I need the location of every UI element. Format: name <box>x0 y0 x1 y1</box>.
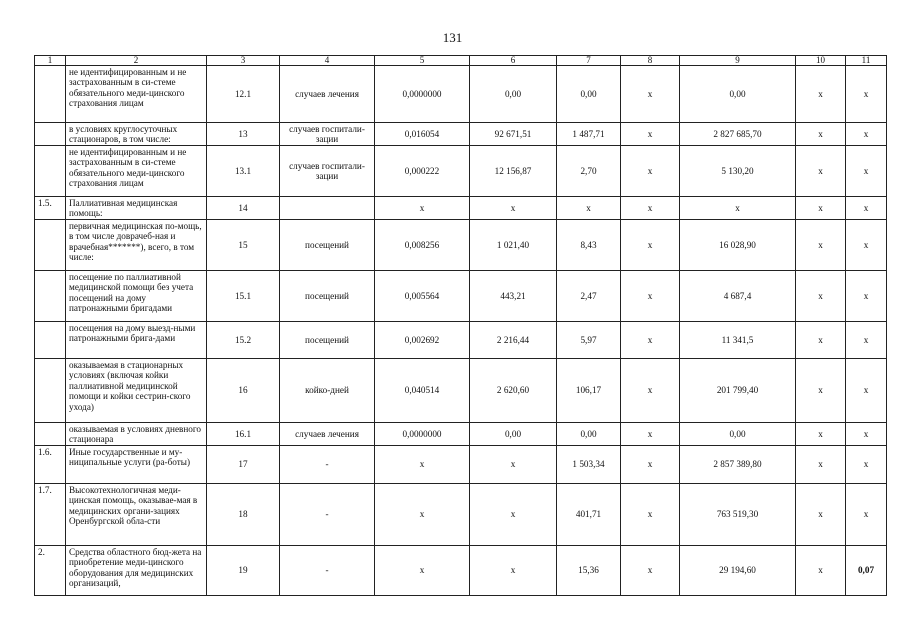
table-row <box>35 322 887 359</box>
cell-col-5: 0,002692 <box>375 322 470 359</box>
table-row <box>35 359 887 423</box>
cell-col-1: 1.7. <box>35 484 66 546</box>
cell-col-4: случаев госпитали-зации <box>280 123 375 146</box>
table-row <box>35 423 887 446</box>
cell-col-10: х <box>796 220 846 271</box>
cell-col-4: посещений <box>280 220 375 271</box>
column-number-5: 5 <box>375 56 470 66</box>
table-row <box>35 446 887 484</box>
cell-col-1: 2. <box>35 546 66 596</box>
cell-col-10: х <box>796 197 846 220</box>
cell-col-1 <box>35 423 66 446</box>
cell-col-7: 15,36 <box>557 546 621 596</box>
cell-col-11: х <box>846 423 887 446</box>
cell-col-6: 2 620,60 <box>470 359 557 423</box>
cell-col-6: 1 021,40 <box>470 220 557 271</box>
cell-col-2: посещение по паллиативной медицинской помощи без учета посещений на дому патронажными бригадами <box>66 271 207 322</box>
cell-col-5: 0,008256 <box>375 220 470 271</box>
cell-col-8: х <box>621 484 680 546</box>
cell-col-1 <box>35 146 66 197</box>
column-number-2: 2 <box>66 56 207 66</box>
column-number-3: 3 <box>207 56 280 66</box>
table-row <box>35 66 887 123</box>
column-number-11: 11 <box>846 56 887 66</box>
cell-col-10: х <box>796 423 846 446</box>
cell-col-8: х <box>621 146 680 197</box>
cell-col-2: не идентифицированным и не застрахованным в си-стеме обязательного меди-цинского страхования лицам <box>66 66 207 123</box>
cell-col-4 <box>280 197 375 220</box>
cell-col-2: первичная медицинская по-мощь, в том числе доврачеб-ная и врачебная*******), всего, в том числе: <box>66 220 207 271</box>
cell-col-6: х <box>470 484 557 546</box>
cell-col-4: посещений <box>280 271 375 322</box>
cell-col-6: 92 671,51 <box>470 123 557 146</box>
cell-col-9: 201 799,40 <box>680 359 796 423</box>
cell-col-1 <box>35 123 66 146</box>
cell-col-7: 0,00 <box>557 66 621 123</box>
cell-col-3: 12.1 <box>207 66 280 123</box>
cell-col-6: 2 216,44 <box>470 322 557 359</box>
cell-col-8: х <box>621 446 680 484</box>
cell-col-7: 1 487,71 <box>557 123 621 146</box>
cell-col-8: х <box>621 220 680 271</box>
column-number-row <box>35 56 887 66</box>
cell-col-7: 2,47 <box>557 271 621 322</box>
cell-col-3: 18 <box>207 484 280 546</box>
table-row <box>35 197 887 220</box>
cell-col-8: х <box>621 322 680 359</box>
cell-col-7: 2,70 <box>557 146 621 197</box>
cell-col-8: х <box>621 271 680 322</box>
cell-col-2: Иные государственные и му-ниципальные услуги (ра-боты) <box>66 446 207 484</box>
cell-col-3: 19 <box>207 546 280 596</box>
cell-col-5: х <box>375 546 470 596</box>
cell-col-8: х <box>621 546 680 596</box>
cell-col-2: Паллиативная медицинская помощь: <box>66 197 207 220</box>
cell-col-11: х <box>846 123 887 146</box>
cell-col-11: х <box>846 197 887 220</box>
cell-col-2: Средства областного бюд-жета на приобретение меди-цинского оборудования для медицинских организаций, <box>66 546 207 596</box>
cell-col-11: х <box>846 446 887 484</box>
cell-col-3: 17 <box>207 446 280 484</box>
cell-col-11: х <box>846 220 887 271</box>
cell-col-3: 15.1 <box>207 271 280 322</box>
cell-col-11: 0,07 <box>846 546 887 596</box>
cell-col-10: х <box>796 66 846 123</box>
cell-col-4: случаев госпитали-зации <box>280 146 375 197</box>
cell-col-6: х <box>470 197 557 220</box>
cell-col-4: - <box>280 546 375 596</box>
cell-col-9: 29 194,60 <box>680 546 796 596</box>
cell-col-7: 1 503,34 <box>557 446 621 484</box>
cell-col-11: х <box>846 66 887 123</box>
cell-col-5: 0,016054 <box>375 123 470 146</box>
cell-col-3: 16 <box>207 359 280 423</box>
cell-col-4: - <box>280 446 375 484</box>
cell-col-7: 106,17 <box>557 359 621 423</box>
cell-col-10: х <box>796 446 846 484</box>
cell-col-4: койко-дней <box>280 359 375 423</box>
cell-col-8: х <box>621 423 680 446</box>
cell-col-9: 0,00 <box>680 423 796 446</box>
cell-col-10: х <box>796 271 846 322</box>
cell-col-3: 13 <box>207 123 280 146</box>
cell-col-2: не идентифицированным и не застрахованным в си-стеме обязательного меди-цинского страхования лицам <box>66 146 207 197</box>
column-number-10: 10 <box>796 56 846 66</box>
cell-col-3: 15.2 <box>207 322 280 359</box>
cell-col-11: х <box>846 146 887 197</box>
cell-col-11: х <box>846 484 887 546</box>
cell-col-5: 0,0000000 <box>375 66 470 123</box>
column-number-1: 1 <box>35 56 66 66</box>
cell-col-2: посещения на дому выезд-ными патронажными брига-дами <box>66 322 207 359</box>
cell-col-8: х <box>621 197 680 220</box>
cell-col-6: 12 156,87 <box>470 146 557 197</box>
cell-col-5: 0,005564 <box>375 271 470 322</box>
cell-col-11: х <box>846 271 887 322</box>
cell-col-2: оказываемая в стационарных условиях (включая койки паллиативной медицинской помощи и койки сестрин-ского ухода) <box>66 359 207 423</box>
cell-col-7: 401,71 <box>557 484 621 546</box>
table-row <box>35 484 887 546</box>
cell-col-3: 16.1 <box>207 423 280 446</box>
cell-col-3: 14 <box>207 197 280 220</box>
cell-col-4: случаев лечения <box>280 423 375 446</box>
cell-col-6: 0,00 <box>470 66 557 123</box>
cell-col-6: 0,00 <box>470 423 557 446</box>
cell-col-3: 15 <box>207 220 280 271</box>
column-number-8: 8 <box>621 56 680 66</box>
cell-col-7: х <box>557 197 621 220</box>
cell-col-11: х <box>846 359 887 423</box>
cell-col-5: х <box>375 197 470 220</box>
cell-col-10: х <box>796 546 846 596</box>
cell-col-9: 16 028,90 <box>680 220 796 271</box>
cell-col-7: 0,00 <box>557 423 621 446</box>
cell-col-9: 2 857 389,80 <box>680 446 796 484</box>
cell-col-11: х <box>846 322 887 359</box>
cell-col-5: 0,0000000 <box>375 423 470 446</box>
cell-col-7: 8,43 <box>557 220 621 271</box>
column-number-9: 9 <box>680 56 796 66</box>
cell-col-6: х <box>470 546 557 596</box>
cell-col-6: 443,21 <box>470 271 557 322</box>
cell-col-5: х <box>375 446 470 484</box>
cell-col-10: х <box>796 359 846 423</box>
cell-col-9: 4 687,4 <box>680 271 796 322</box>
cell-col-1: 1.6. <box>35 446 66 484</box>
table-body <box>35 56 887 596</box>
financing-table <box>34 55 887 596</box>
cell-col-6: х <box>470 446 557 484</box>
column-number-6: 6 <box>470 56 557 66</box>
cell-col-4: - <box>280 484 375 546</box>
cell-col-7: 5,97 <box>557 322 621 359</box>
cell-col-10: х <box>796 322 846 359</box>
cell-col-10: х <box>796 146 846 197</box>
cell-col-9: 5 130,20 <box>680 146 796 197</box>
table-row <box>35 220 887 271</box>
cell-col-10: х <box>796 123 846 146</box>
cell-col-8: х <box>621 66 680 123</box>
cell-col-2: Высокотехнологичная меди-цинская помощь, оказывае-мая в медицинских органи-зациях Оренбургской обла-сти <box>66 484 207 546</box>
table-row <box>35 546 887 596</box>
cell-col-9: 763 519,30 <box>680 484 796 546</box>
cell-col-8: х <box>621 359 680 423</box>
cell-col-9: 2 827 685,70 <box>680 123 796 146</box>
cell-col-2: оказываемая в условиях дневного стационара <box>66 423 207 446</box>
cell-col-8: х <box>621 123 680 146</box>
page-number: 131 <box>442 30 463 45</box>
cell-col-9: 0,00 <box>680 66 796 123</box>
cell-col-5: 0,000222 <box>375 146 470 197</box>
cell-col-4: случаев лечения <box>280 66 375 123</box>
cell-col-1: 1.5. <box>35 197 66 220</box>
cell-col-1 <box>35 271 66 322</box>
cell-col-1 <box>35 322 66 359</box>
cell-col-1 <box>35 66 66 123</box>
table-row <box>35 123 887 146</box>
cell-col-3: 13.1 <box>207 146 280 197</box>
column-number-4: 4 <box>280 56 375 66</box>
cell-col-10: х <box>796 484 846 546</box>
cell-col-1 <box>35 359 66 423</box>
cell-col-9: х <box>680 197 796 220</box>
cell-col-4: посещений <box>280 322 375 359</box>
cell-col-9: 11 341,5 <box>680 322 796 359</box>
cell-col-5: х <box>375 484 470 546</box>
cell-col-5: 0,040514 <box>375 359 470 423</box>
cell-col-1 <box>35 220 66 271</box>
cell-col-2: в условиях круглосуточных стационаров, в том числе: <box>66 123 207 146</box>
table-row <box>35 271 887 322</box>
table-row <box>35 146 887 197</box>
column-number-7: 7 <box>557 56 621 66</box>
